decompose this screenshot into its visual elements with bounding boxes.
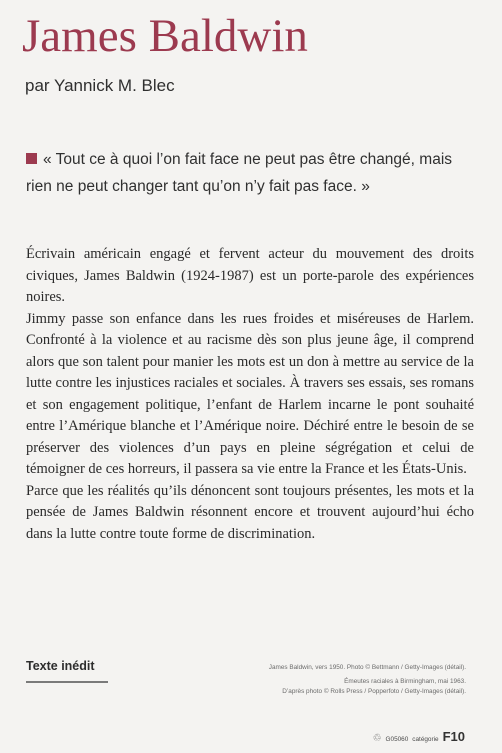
recycle-mark-icon: ♲ [372, 733, 382, 744]
catalog-info [373, 729, 465, 744]
book-title: James Baldwin [22, 10, 308, 62]
catalog-category: catégorie [412, 736, 439, 743]
description [26, 244, 474, 545]
photo-credit-line: James Baldwin, vers 1950. Photo © Bettmann / Getty-Images (détail). [268, 664, 466, 671]
photo-credit-line: Émeutes raciales à Birmingham, mai 1963. [344, 678, 466, 685]
footer-divider [26, 681, 108, 683]
quote-marker-icon [26, 153, 37, 164]
photo-credits [176, 663, 466, 697]
description-paragraph: Écrivain américain engagé et fervent acteur du mouvement des droits civiques, James Baldwin (1924-1987) est un porte-parole des expériences noires. [26, 246, 474, 305]
pull-quote [26, 146, 482, 200]
catalog-price-code: F10 [442, 729, 465, 744]
quote-text: « Tout ce à quoi l’on fait face ne peut pas être changé, mais rien ne peut changer tant qu’on n’y fait pas face. » [26, 151, 453, 195]
description-paragraph: Jimmy passe son enfance dans les rues froides et miséreuses de Harlem. Confronté à la violence et au racisme dès son plus jeune âge, il comprend alors que son talent pour manier les mots est un don à mettre au service de la lutte contre les injustices raciales et sociales. À travers ses essais, ses romans et son engagement politique, l’enfant de Harlem incarne le pont souhaité entre l’Amérique blanche et l’Amérique noire. Déchiré entre le besoin de se préserver des violences d’un pays en pleine ségrégation et celui de témoigner de ces horreurs, il passera sa vie entre la France et les États-Unis. [26, 310, 474, 477]
photo-credit-line: D’après photo © Rolls Press / Popperfoto / Getty-Images (détail). [282, 688, 466, 695]
footer-label: Texte inédit [26, 659, 95, 673]
author-byline: par Yannick M. Blec [25, 76, 175, 95]
catalog-code: G05060 [385, 736, 409, 743]
description-paragraph: Parce que les réalités qu’ils dénoncent sont toujours présentes, les mots et la pensée de James Baldwin résonnent encore et trouvent aujourd’hui écho dans la lutte contre toute forme de discrimination. [26, 482, 474, 542]
